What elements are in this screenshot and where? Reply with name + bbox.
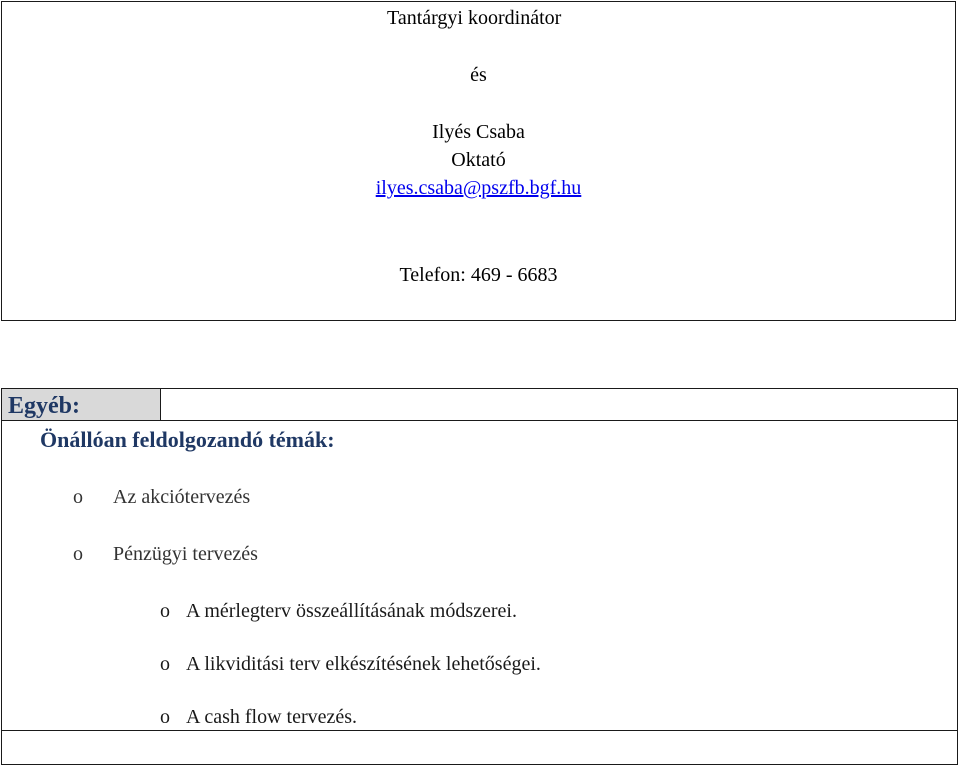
bottom-strip bbox=[1, 731, 958, 765]
sub-list-item-text: A likviditási terv elkészítésének lehetőségei. bbox=[186, 653, 541, 675]
sub-list-item-text: A cash flow tervezés. bbox=[186, 706, 358, 728]
bullet-icon: o bbox=[73, 543, 83, 565]
bullet-icon: o bbox=[160, 600, 170, 622]
list-item-text: Az akciótervezés bbox=[113, 486, 251, 508]
sub-list-item bbox=[160, 599, 517, 623]
list-item bbox=[73, 485, 250, 509]
email-link[interactable]: ilyes.csaba@pszfb.bgf.hu bbox=[375, 177, 582, 199]
section-title: Önállóan feldolgozandó témák: bbox=[40, 427, 335, 452]
sub-list-item bbox=[160, 705, 357, 729]
contact-name: Ilyés Csaba bbox=[432, 121, 525, 143]
phone-text: Telefon: 469 - 6683 bbox=[399, 264, 558, 286]
sub-list-item-text: A mérlegterv összeállításának módszerei. bbox=[186, 600, 517, 622]
contact-role: Oktató bbox=[451, 149, 506, 171]
list-item-text: Pénzügyi tervezés bbox=[113, 543, 258, 565]
bullet-icon: o bbox=[160, 653, 170, 675]
sub-list-item bbox=[160, 652, 541, 676]
header-divider bbox=[1, 420, 958, 421]
bullet-icon: o bbox=[160, 706, 170, 728]
bullet-icon: o bbox=[73, 486, 83, 508]
coordinator-heading: Tantárgyi koordinátor bbox=[387, 7, 562, 29]
other-label: Egyéb: bbox=[8, 393, 80, 419]
list-item bbox=[73, 542, 258, 566]
conjunction-text: és bbox=[470, 64, 487, 86]
